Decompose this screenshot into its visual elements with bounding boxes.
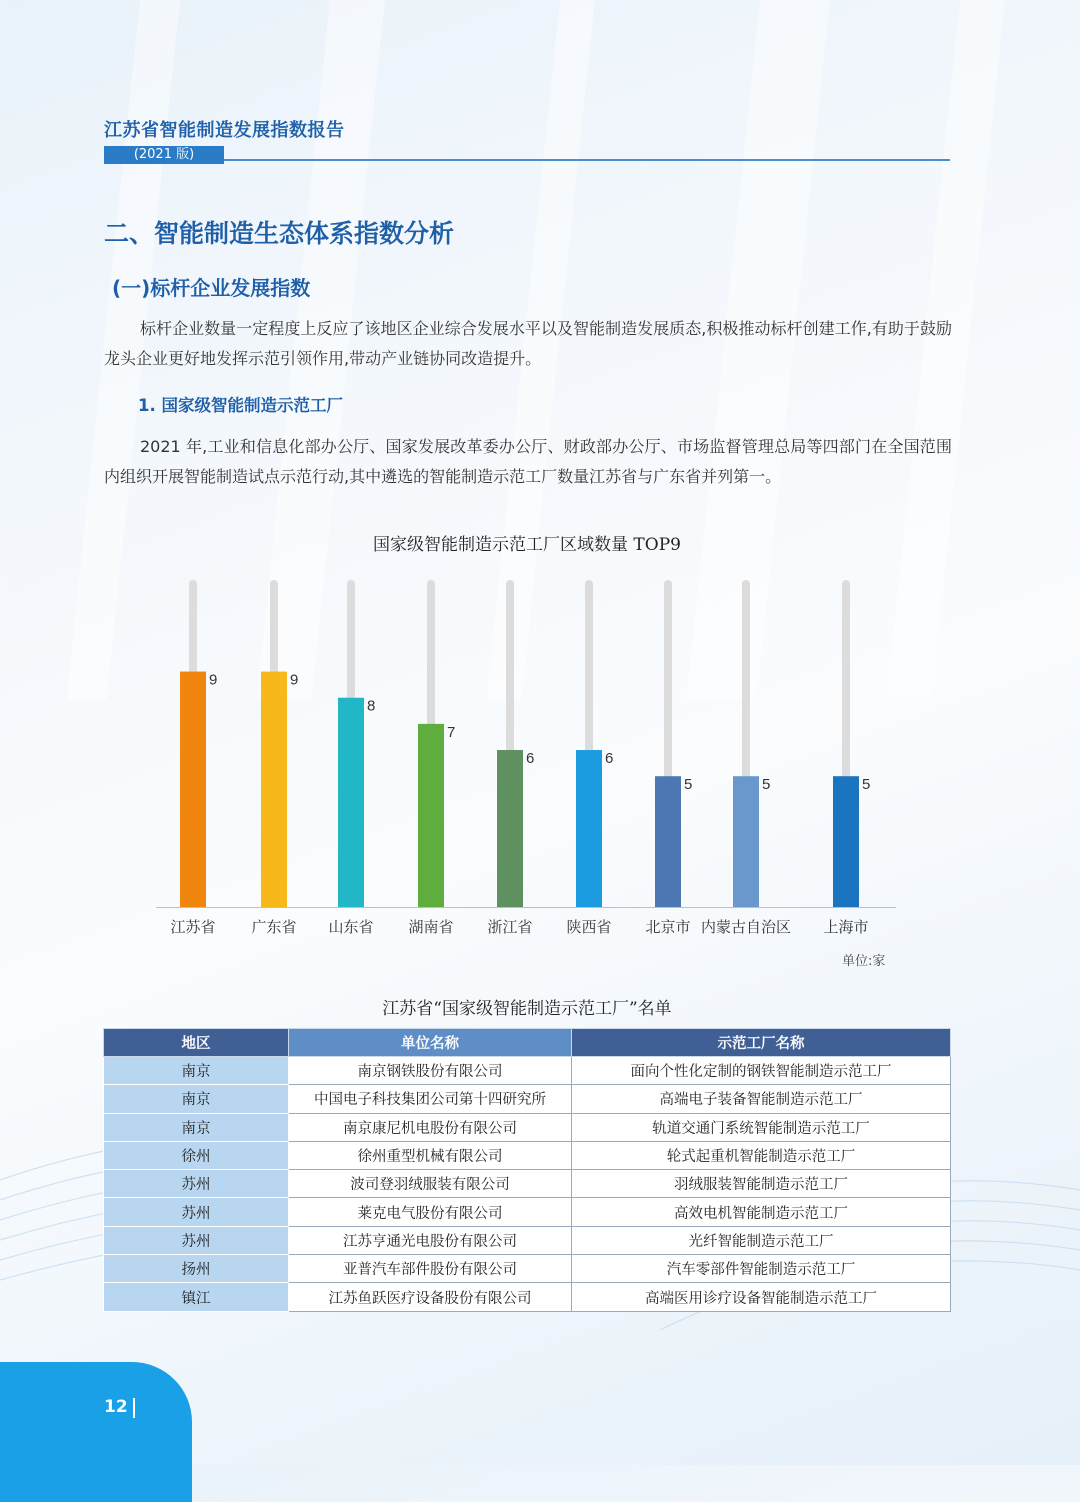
- data-label: 9: [209, 671, 218, 689]
- cell-region: 苏州: [104, 1226, 289, 1254]
- cell-company: 江苏鱼跃医疗设备股份有限公司: [289, 1283, 572, 1311]
- cell-region: 南京: [104, 1057, 289, 1085]
- bar: [497, 750, 523, 907]
- data-label: 5: [762, 776, 771, 794]
- table-row: [104, 1113, 951, 1141]
- cell-company: 江苏亨通光电股份有限公司: [289, 1226, 572, 1254]
- data-label: 5: [862, 776, 871, 794]
- cell-factory: 汽车零部件智能制造示范工厂: [572, 1255, 951, 1283]
- header-factory: 示范工厂名称: [572, 1029, 951, 1057]
- bar: [655, 776, 681, 907]
- category-label: 湖南省: [408, 918, 454, 936]
- data-label: 7: [447, 723, 456, 741]
- data-label: 9: [290, 671, 299, 689]
- cell-region: 镇江: [104, 1283, 289, 1311]
- cell-company: 南京钢铁股份有限公司: [289, 1057, 572, 1085]
- page-number: 12: [104, 1397, 128, 1417]
- category-label: 北京市: [645, 918, 691, 936]
- cell-company: 南京康尼机电股份有限公司: [289, 1113, 572, 1141]
- cell-factory: 高端医用诊疗设备智能制造示范工厂: [572, 1283, 951, 1311]
- cell-factory: 轮式起重机智能制造示范工厂: [572, 1141, 951, 1169]
- category-label: 江苏省: [170, 918, 216, 936]
- bar: [261, 672, 287, 907]
- chart-unit-label: 单位:家: [842, 954, 886, 969]
- cell-region: 苏州: [104, 1170, 289, 1198]
- data-label: 8: [367, 697, 376, 715]
- category-label: 上海市: [823, 918, 869, 936]
- detail-paragraph: 2021 年,工业和信息化部办公厅、国家发展改革委办公厅、财政部办公厅、市场监督管理总局等四部门在全国范围内组织开展智能制造试点示范行动,其中遴选的智能制造示范工厂数量江苏省与广东省并列第一。: [104, 437, 952, 486]
- cell-factory: 羽绒服装智能制造示范工厂: [572, 1170, 951, 1198]
- section-title: 二、智能制造生态体系指数分析: [104, 219, 455, 248]
- bar: [576, 750, 602, 907]
- table-row: [104, 1085, 951, 1113]
- table-row: [104, 1141, 951, 1169]
- header-region: 地区: [104, 1029, 289, 1057]
- cell-factory: 面向个性化定制的钢铁智能制造示范工厂: [572, 1057, 951, 1085]
- table-row: [104, 1057, 951, 1085]
- table-row: [104, 1198, 951, 1226]
- table-header-row: [104, 1029, 951, 1057]
- report-title: 江苏省智能制造发展指数报告: [104, 120, 345, 141]
- cell-region: 扬州: [104, 1255, 289, 1283]
- cell-factory: 轨道交通门系统智能制造示范工厂: [572, 1113, 951, 1141]
- header-company: 单位名称: [289, 1029, 572, 1057]
- cell-region: 南京: [104, 1113, 289, 1141]
- cell-region: 南京: [104, 1085, 289, 1113]
- data-label: 5: [684, 776, 693, 794]
- cell-factory: 高效电机智能制造示范工厂: [572, 1198, 951, 1226]
- item-title: 1. 国家级智能制造示范工厂: [138, 396, 343, 415]
- cell-company: 亚普汽车部件股份有限公司: [289, 1255, 572, 1283]
- table-row: [104, 1283, 951, 1311]
- cell-factory: 高端电子装备智能制造示范工厂: [572, 1085, 951, 1113]
- subsection-title: (一)标杆企业发展指数: [112, 276, 311, 300]
- category-label: 浙江省: [487, 918, 533, 936]
- category-label: 陕西省: [566, 918, 612, 936]
- cell-company: 波司登羽绒服装有限公司: [289, 1170, 572, 1198]
- bar: [180, 672, 206, 907]
- data-label: 6: [526, 750, 535, 768]
- page-number-tab: [0, 1362, 192, 1502]
- cell-factory: 光纤智能制造示范工厂: [572, 1226, 951, 1254]
- table-title: 江苏省“国家级智能制造示范工厂”名单: [382, 999, 672, 1019]
- cell-company: 中国电子科技集团公司第十四研究所: [289, 1085, 572, 1113]
- cell-region: 徐州: [104, 1141, 289, 1169]
- chart-title: 国家级智能制造示范工厂区域数量 TOP9: [373, 535, 681, 555]
- cell-company: 徐州重型机械有限公司: [289, 1141, 572, 1169]
- category-label: 山东省: [328, 918, 374, 936]
- cell-region: 苏州: [104, 1198, 289, 1226]
- bar: [833, 776, 859, 907]
- data-label: 6: [605, 750, 614, 768]
- page-number-separator: [133, 1398, 135, 1418]
- cell-company: 莱克电气股份有限公司: [289, 1198, 572, 1226]
- table-row: [104, 1170, 951, 1198]
- bar: [733, 776, 759, 907]
- bar: [338, 698, 364, 907]
- intro-paragraph: 标杆企业数量一定程度上反应了该地区企业综合发展水平以及智能制造发展质态,积极推动标杆创建工作,有助于鼓励龙头企业更好地发挥示范引领作用,带动产业链协同改造提升。: [104, 319, 952, 368]
- edition-badge: (2021 版): [104, 146, 224, 164]
- category-label: 内蒙古自治区: [700, 918, 792, 936]
- bar: [418, 724, 444, 907]
- table-row: [104, 1255, 951, 1283]
- category-label: 广东省: [251, 918, 297, 936]
- table-row: [104, 1226, 951, 1254]
- factory-table: [103, 1028, 951, 1312]
